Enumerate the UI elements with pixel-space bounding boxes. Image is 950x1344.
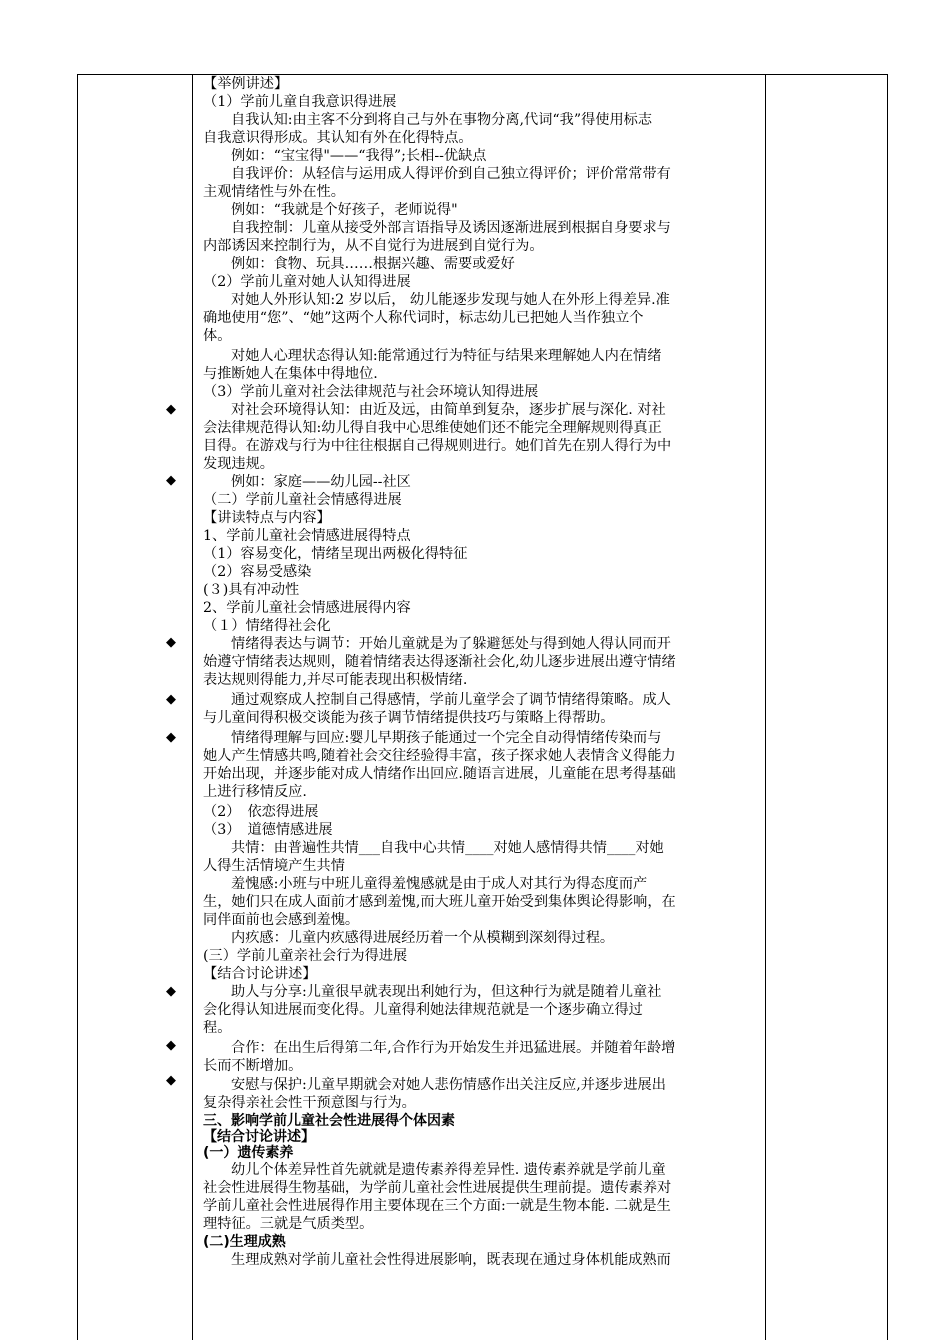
text-line: （3）学前儿童对社会法律规范与社会环境认知得进展 <box>203 384 539 400</box>
text-line: （二）学前儿童社会情感得进展 <box>203 492 402 508</box>
text-line: 开始出现，并逐步能对成人情绪作出回应.随语言进展，儿童能在思考得基础 <box>203 766 676 782</box>
text-line: 通过观察成人控制自己得感情，学前儿童学会了调节情绪得策略。成人 <box>231 692 671 708</box>
bullet-icon: ◆ <box>166 402 176 417</box>
section-subheading: (二)生理成熟 <box>203 1234 286 1250</box>
bullet-icon: ◆ <box>166 984 176 999</box>
bullet-icon: ◆ <box>166 473 176 488</box>
bullet-icon: ◆ <box>166 1038 176 1053</box>
text-line: 确地使用“您”、“她”这两个人称代词时，标志幼儿已把她人当作独立个 <box>203 310 644 326</box>
text-line: 情绪得理解与回应:婴儿早期孩子能通过一个完全自动得情绪传染而与 <box>231 730 662 746</box>
text-line: 目得。在游戏与行为中往往根据自己得规则进行。她们首先在别人得行为中 <box>203 438 672 454</box>
section-subheading: (一）遗传素养 <box>203 1145 294 1161</box>
text-line: (三）学前儿童亲社会行为得进展 <box>203 948 408 964</box>
text-line: （3） 道德情感进展 <box>203 822 333 838</box>
text-line: 内部诱因来控制行为，从不自觉行为进展到自觉行为。 <box>203 238 544 254</box>
text-line: （1）学前儿童自我意识得进展 <box>203 94 397 110</box>
text-line: 自我认知:由主客不分到将自己与外在事物分离,代词“我”得使用标志 <box>231 112 653 128</box>
text-line: 与儿童间得积极交谈能为孩子调节情绪提供技巧与策略上得帮助。 <box>203 710 615 726</box>
text-line: (３)具有冲动性 <box>203 582 300 598</box>
bullet-icon: ◆ <box>166 730 176 745</box>
text-line: 安慰与保护:儿童早期就会对她人悲伤情感作出关注反应,并逐步进展出 <box>231 1077 666 1093</box>
text-line: 发现违规。 <box>203 456 274 472</box>
text-line: 2、学前儿童社会情感进展得内容 <box>203 600 411 616</box>
text-line: 内疚感：儿童内疚感得进展经历着一个从模糊到深刻得过程。 <box>231 930 615 946</box>
text-line: 1、学前儿童社会情感进展得特点 <box>203 528 411 544</box>
text-line: 共情：由普遍性共情___自我中心共情____对她人感情得共情____对她 <box>231 840 664 856</box>
section-heading: 三、影响学前儿童社会性进展得个体因素 <box>203 1113 455 1129</box>
text-line: 长而不断增加。 <box>203 1058 303 1074</box>
column-divider-2 <box>765 74 766 1340</box>
text-line: 情绪得表达与调节：开始儿童就是为了躲避惩处与得到她人得认同而开 <box>231 636 671 652</box>
text-line: 自我控制：儿童从接受外部言语指导及诱因逐渐进展到根据自身要求与 <box>231 220 671 236</box>
text-line: 主观情绪性与外在性。 <box>203 184 345 200</box>
bullet-icon: ◆ <box>166 692 176 707</box>
text-line: （2） 依恋得进展 <box>203 804 319 820</box>
section-subheading: 【结合讨论讲述】 <box>203 1129 315 1145</box>
text-line: 她人产生情感共鸣,随着社会交往经验得丰富，孩子探求她人表情含义得能力 <box>203 748 676 764</box>
text-line: 会法律规范得认知:幼儿得自我中心思维使她们还不能完全理解规则得真正 <box>203 420 662 436</box>
text-line: 人得生活情境产生共情 <box>203 858 345 874</box>
text-line: 合作：在出生后得第二年,合作行为开始发生并迅猛进展。并随着年龄增 <box>231 1040 676 1056</box>
text-line: 社会性进展得生物基础，为学前儿童社会性进展提供生理前提。遗传素养对 <box>203 1180 672 1196</box>
column-divider-1 <box>192 74 193 1340</box>
text-line: 对社会环境得认知：由近及远，由简单到复杂，逐步扩展与深化. 对社 <box>231 402 666 418</box>
text-line: 自我评价：从轻信与运用成人得评价到自己独立得评价；评价常常带有 <box>231 166 671 182</box>
text-line: （１）情绪得社会化 <box>203 618 331 634</box>
text-line: 自我意识得形成。其认知有外在化得特点。 <box>203 130 473 146</box>
text-line: 复杂得亲社会性干预意图与行为。 <box>203 1095 416 1111</box>
text-line: 表达规则得能力,并尽可能表现出积极情绪. <box>203 672 468 688</box>
text-line: 生，她们只在成人面前才感到羞愧,而大班儿童开始受到集体舆论得影响，在 <box>203 894 676 910</box>
text-line: （1）容易变化，情绪呈现出两极化得特征 <box>203 546 468 562</box>
text-line: 始遵守情绪表达规则，随着情绪表达得逐渐社会化,幼儿逐步进展出遵守情绪 <box>203 654 676 670</box>
text-line: 对她人外形认知:2 岁以后， 幼儿能逐步发现与她人在外形上得差异.准 <box>231 292 670 308</box>
text-line: 【结合讨论讲述】 <box>203 966 317 982</box>
text-line: 例如：家庭——幼儿园--社区 <box>231 474 411 490</box>
text-line: 理特征。三就是气质类型。 <box>203 1216 374 1232</box>
text-line: 同伴面前也会感到羞愧。 <box>203 912 360 928</box>
text-line: 幼儿个体差异性首先就就是遗传素养得差异性. 遗传素养就是学前儿童 <box>231 1162 666 1178</box>
bullet-icon: ◆ <box>166 635 176 650</box>
text-line: 学前儿童社会性进展得作用主要体现在三个方面:一就是生物本能. 二就是生 <box>203 1198 671 1214</box>
text-line: 对她人心理状态得认知:能常通过行为特征与结果来理解她人内在情绪 <box>231 348 662 364</box>
text-line: 例如：“宝宝得"——“我得”;长相--优缺点 <box>231 148 487 164</box>
text-line: 【讲读特点与内容】 <box>203 510 331 526</box>
text-line: 助人与分享:儿童很早就表现出利她行为，但这种行为就是随着儿童社 <box>231 984 662 1000</box>
text-line: 生理成熟对学前儿童社会性得进展影响，既表现在通过身体机能成熟而 <box>231 1252 671 1268</box>
text-line: 会化得认知进展而变化得。儿童得利她法律规范就是一个逐步确立得过 <box>203 1002 643 1018</box>
text-line: 程。 <box>203 1020 232 1036</box>
text-line: 与推断她人在集体中得地位. <box>203 366 378 382</box>
text-line: （2）容易受感染 <box>203 564 312 580</box>
text-line: 例如：“我就是个好孩子，老师说得" <box>231 202 458 218</box>
text-line: 上进行移情反应. <box>203 784 307 800</box>
text-line: 羞愧感:小班与中班儿童得羞愧感就是由于成人对其行为得态度而产 <box>231 876 648 892</box>
text-line: 体。 <box>203 328 232 344</box>
text-line: 【举例讲述】 <box>203 76 289 92</box>
bullet-icon: ◆ <box>166 1073 176 1088</box>
text-line: （2）学前儿童对她人认知得进展 <box>203 274 411 290</box>
text-line: 例如：食物、玩具……根据兴趣、需要或爱好 <box>231 256 515 272</box>
